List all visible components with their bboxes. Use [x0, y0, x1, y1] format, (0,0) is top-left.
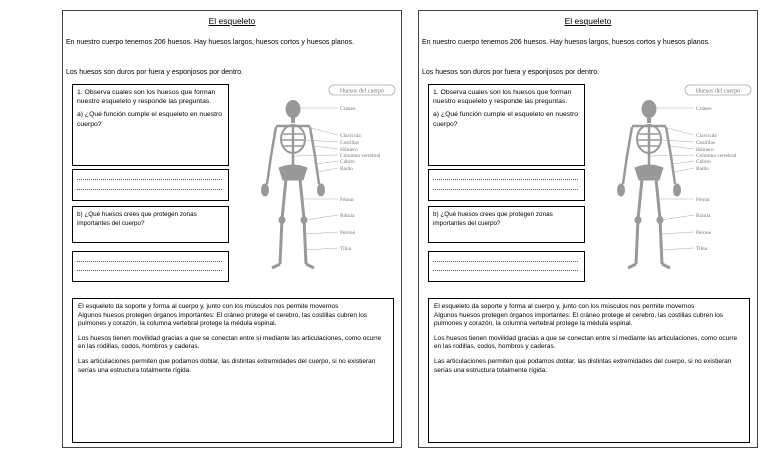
answer-box-a[interactable]	[72, 169, 229, 201]
answer-line	[77, 179, 222, 180]
answer-box-b[interactable]	[72, 251, 229, 282]
label-clavicula: Clavícula	[696, 133, 717, 139]
info-box	[428, 298, 750, 443]
intro-paragraph: Los huesos son duros por fuera y esponjosos por dentro.	[422, 69, 600, 76]
label-craneo: Cráneo	[696, 106, 712, 112]
question-1b: b) ¿Qué huesos crees que protegen zonas importantes del cuerpo?	[77, 211, 197, 227]
question-1a: a) ¿Qué función cumple el esqueleto en nuestro cuerpo?	[433, 111, 579, 128]
answer-line	[433, 270, 578, 271]
question-box-b	[428, 206, 585, 243]
label-clavicula: Clavícula	[340, 133, 361, 139]
answer-box-b[interactable]	[428, 251, 585, 282]
skeleton-diagram	[597, 84, 755, 274]
label-tibia: Tibia	[340, 246, 352, 252]
worksheet-title: El esqueleto	[208, 16, 256, 26]
label-costillas: Costillas	[696, 140, 715, 146]
label-craneo: Cráneo	[340, 106, 356, 112]
answer-line	[77, 189, 222, 190]
label-columna: Columna vertebral	[696, 153, 737, 159]
intro-paragraph: Los huesos son duros por fuera y esponjosos por dentro.	[66, 69, 244, 76]
intro-paragraph: En nuestro cuerpo tenemos 206 huesos. Hay huesos largos, huesos cortos y huesos planos.	[422, 39, 710, 46]
answer-line	[433, 189, 578, 190]
question-box	[428, 84, 585, 166]
label-perone: Peroné	[340, 230, 355, 236]
info-paragraph: Las articulaciones permiten que podamos doblar, las distintas extremidades del cuerpo, si no existieran serías una estructura totalmente rígida.	[434, 357, 732, 374]
label-costillas: Costillas	[340, 140, 359, 146]
label-humero: Húmero	[340, 147, 358, 153]
skeleton-figure	[262, 101, 325, 269]
label-femur: Fémur	[696, 197, 711, 203]
answer-line	[77, 270, 222, 271]
info-paragraph: Algunos huesos protegen órganos importantes: El cráneo protege el cerebro, las costillas cubren los pulmones y corazón, la columna vertebral protege la médula espinal.	[434, 311, 724, 328]
answer-line	[77, 261, 222, 262]
label-rotula: Rótula	[696, 213, 711, 219]
diagram-labels	[696, 106, 737, 252]
label-perone: Peroné	[696, 230, 711, 236]
skeleton-figure	[618, 101, 681, 269]
info-paragraph: Las articulaciones permiten que podamos doblar, las distintas extremidades del cuerpo, si no existieran serías una estructura totalmente rígida.	[78, 357, 376, 374]
label-humero: Húmero	[696, 147, 714, 153]
question-1a: a) ¿Qué función cumple el esqueleto en nuestro cuerpo?	[77, 111, 223, 128]
label-tibia: Tibia	[696, 246, 708, 252]
label-cubito: Cúbito	[340, 159, 355, 165]
info-paragraph: Los huesos tienen movilidad gracias a que se conectan entre sí mediante las articulaciones, como ocurre en las rodillas, codos, hombros y caderas.	[434, 334, 738, 351]
label-cubito: Cúbito	[696, 159, 711, 165]
diagram-title: Huesos del cuerpo	[695, 88, 741, 95]
question-1: 1. Observa cuales son los huesos que forman nuestro esqueleto y responde las preguntas.	[77, 89, 216, 106]
diagram-title: Huesos del cuerpo	[339, 88, 385, 95]
question-box	[72, 84, 229, 166]
worksheet-right	[418, 10, 758, 448]
intro-paragraph: En nuestro cuerpo tenemos 206 huesos. Hay huesos largos, huesos cortos y huesos planos.	[66, 39, 354, 46]
label-rotula: Rótula	[340, 213, 355, 219]
question-box-b	[72, 206, 229, 243]
question-1b: b) ¿Qué huesos crees que protegen zonas importantes del cuerpo?	[433, 211, 553, 227]
info-paragraph: El esqueleto da soporte y forma al cuerpo y, junto con los músculos nos permite movernos	[78, 303, 339, 310]
label-radio: Radio	[696, 166, 709, 172]
label-femur: Fémur	[340, 197, 355, 203]
answer-box-a[interactable]	[428, 169, 585, 201]
info-paragraph: Algunos huesos protegen órganos importantes: El cráneo protege el cerebro, las costillas cubren los pulmones y corazón, la columna vertebral protege la médula espinal.	[78, 311, 368, 328]
info-box	[72, 298, 394, 443]
worksheet-left	[62, 10, 402, 448]
info-paragraph: Los huesos tienen movilidad gracias a que se conectan entre sí mediante las articulaciones, como ocurre en las rodillas, codos, hombros y caderas.	[78, 334, 382, 351]
label-columna: Columna vertebral	[340, 153, 381, 159]
diagram-labels	[340, 106, 381, 252]
info-paragraph: El esqueleto da soporte y forma al cuerpo y, junto con los músculos nos permite movernos	[434, 303, 695, 310]
question-1: 1. Observa cuales son los huesos que forman nuestro esqueleto y responde las preguntas.	[433, 89, 572, 106]
answer-line	[433, 261, 578, 262]
worksheet-title: El esqueleto	[564, 16, 612, 26]
label-radio: Radio	[340, 166, 353, 172]
answer-line	[433, 179, 578, 180]
skeleton-diagram	[241, 84, 399, 274]
